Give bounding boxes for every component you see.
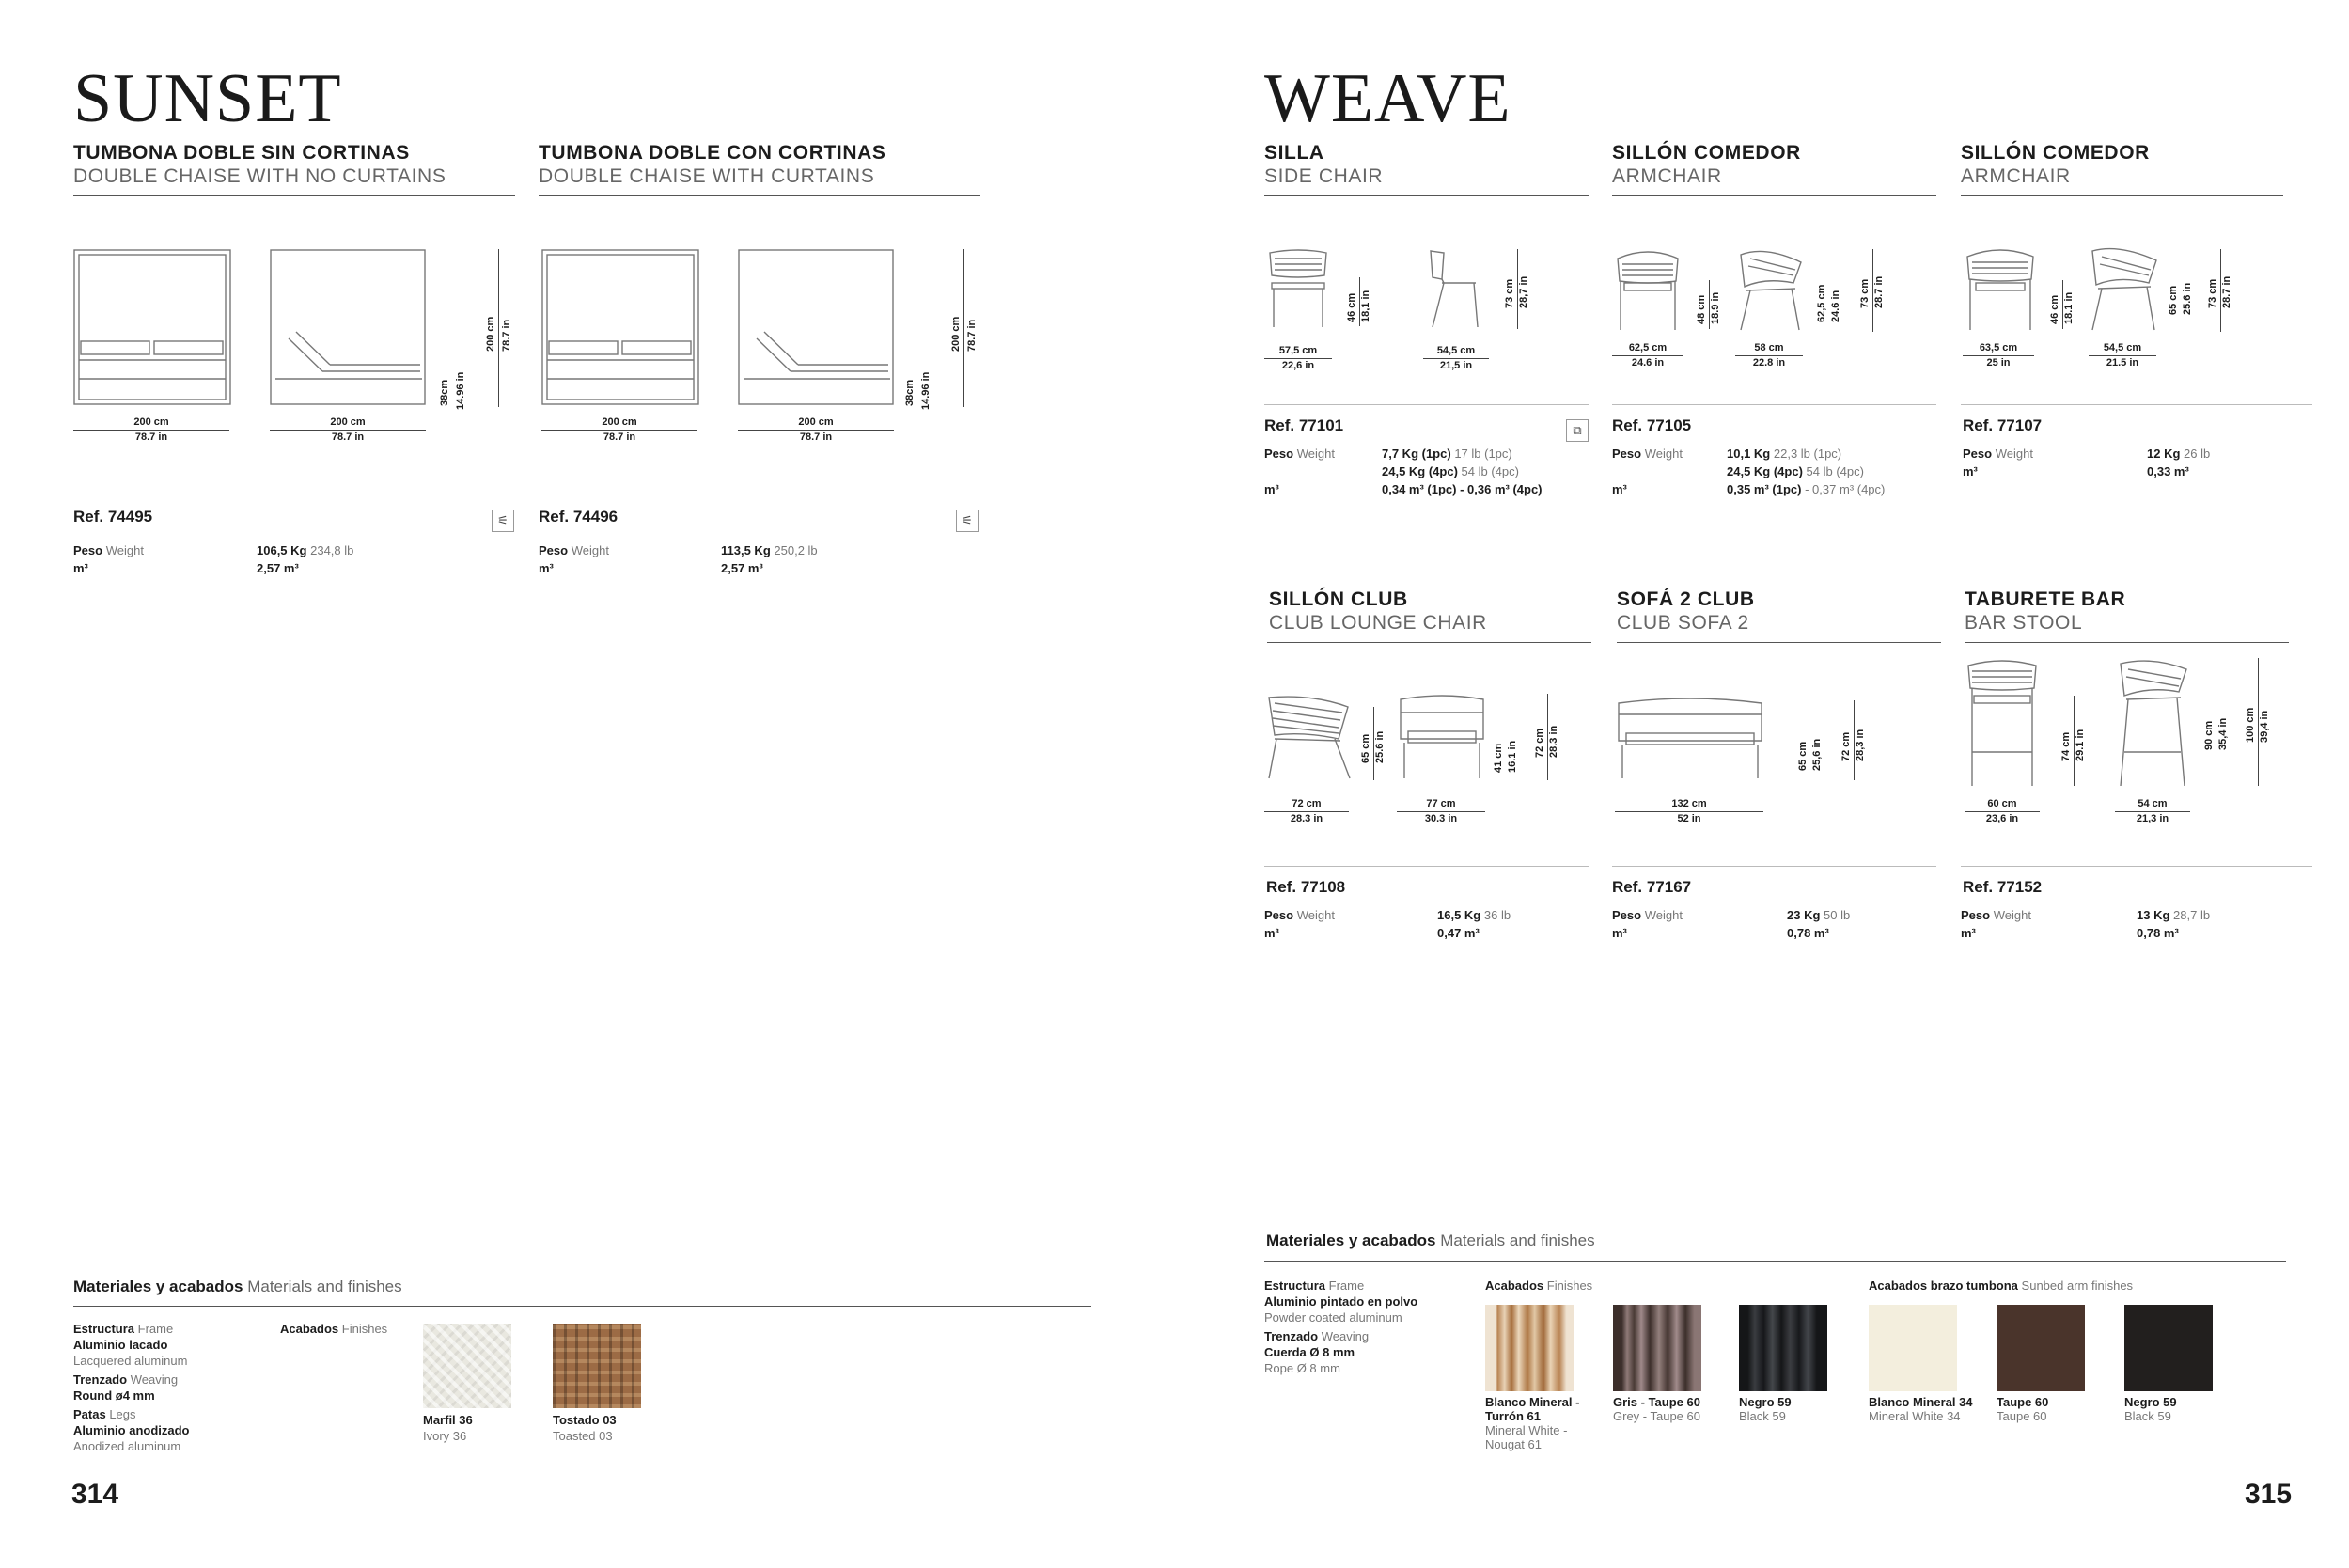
divider: [1612, 866, 1936, 867]
vertical-dim: 28.3 in: [1548, 725, 1559, 758]
divider: [1961, 404, 2312, 405]
product-title: SOFÁ 2 CLUB: [1617, 588, 1755, 610]
weight-value: 7,7 Kg (1pc) 17 lb (1pc): [1382, 447, 1512, 461]
swatch[interactable]: Gris - Taupe 60 Grey - Taupe 60: [1613, 1305, 1701, 1423]
dim-in: 78.7 in: [541, 430, 697, 445]
vertical-dim: 200 cm: [950, 316, 962, 352]
swatch[interactable]: Marfil 36 Ivory 36: [423, 1324, 511, 1444]
weight-label: Peso Weight: [539, 543, 609, 557]
product-ref: Ref. 77152: [1963, 878, 2043, 896]
club-sofa-front-drawing: [1615, 694, 1765, 780]
volume-value: 0,33 m³: [2147, 464, 2189, 478]
armchair-side-drawing: [1737, 249, 1805, 332]
weight-label: Peso Weight: [1612, 908, 1683, 922]
divider: [1267, 642, 1591, 643]
volume-label: m³: [73, 561, 88, 575]
volume-value: 0,34 m³ (1pc) - 0,36 m³ (4pc): [1382, 482, 1543, 496]
dim-in: 78.7 in: [738, 430, 894, 445]
product-subtitle: DOUBLE CHAISE WITH CURTAINS: [539, 165, 875, 187]
vertical-dim: 74 cm: [2060, 731, 2072, 761]
dim-line: [2062, 280, 2063, 329]
daybed-side-drawing: [738, 249, 896, 407]
stackable-icon: ⧉: [1566, 419, 1589, 442]
page-number: 314: [71, 1479, 119, 1510]
dimension-label: 132 cm 52 in: [1615, 797, 1763, 826]
product-subtitle: SIDE CHAIR: [1264, 165, 1384, 187]
daybed-side-drawing: [270, 249, 428, 407]
product-title: SILLÓN COMEDOR: [1961, 142, 2150, 164]
weight-label: Peso Weight: [1612, 447, 1683, 461]
vertical-dim: 48 cm: [1696, 294, 1707, 324]
divider: [539, 195, 980, 196]
dimension-label: 62,5 cm 24.6 in: [1612, 341, 1683, 370]
divider: [1612, 404, 1936, 405]
product-subtitle: DOUBLE CHAISE WITH NO CURTAINS: [73, 165, 446, 187]
dim-cm: 200 cm: [133, 416, 169, 428]
divider: [1961, 195, 2283, 196]
dimension-label: 58 cm 22.8 in: [1735, 341, 1803, 370]
dim-in: 78.7 in: [270, 430, 426, 445]
brand-title-sunset: SUNSET: [73, 60, 342, 137]
dimension-label: [73, 416, 229, 445]
product-header: [1965, 588, 2125, 635]
volume-label: m³: [539, 561, 554, 575]
vertical-dim: 29.1 in: [2075, 729, 2086, 761]
vertical-dim: 38cm: [904, 379, 916, 406]
weight-label: Peso Weight: [1264, 908, 1335, 922]
vertical-dim: 90 cm: [2203, 720, 2215, 750]
vertical-dim: 18.1 in: [2063, 291, 2075, 324]
care-symbol-icon: ⚟: [492, 510, 514, 532]
product-subtitle: CLUB SOFA 2: [1617, 612, 1749, 634]
product-header: [1264, 141, 1383, 188]
weight-value: 13 Kg 28,7 lb: [2137, 908, 2211, 922]
care-symbol-icon: ⚟: [956, 510, 979, 532]
vertical-dim: 73 cm: [2207, 278, 2218, 308]
swatch-chip: [1997, 1305, 2085, 1391]
volume-label: m³: [1961, 926, 1976, 940]
arm-swatch[interactable]: Blanco Mineral 34 Mineral White 34: [1869, 1305, 1973, 1423]
vertical-dim: 25.6 in: [1374, 730, 1386, 763]
materials-heading: Materiales y acabados Materials and finishes: [1266, 1231, 1595, 1249]
dim-line: [1547, 694, 1548, 780]
dim-line: [1709, 280, 1710, 329]
volume-value: 0,78 m³: [2137, 926, 2179, 940]
materials-heading: Materiales y acabados Materials and finishes: [73, 1278, 402, 1295]
product-title: SILLA: [1264, 142, 1324, 164]
weight-value: 12 Kg 26 lb: [2147, 447, 2211, 461]
arm-swatch[interactable]: Taupe 60 Taupe 60: [1997, 1305, 2085, 1423]
weight-value: 24,5 Kg (4pc) 54 lb (4pc): [1382, 464, 1519, 478]
dimension-label: 77 cm 30.3 in: [1397, 797, 1485, 826]
dim-line: [1517, 249, 1518, 329]
swatch-chip: [1485, 1305, 1574, 1391]
product-ref: Ref. 77105: [1612, 416, 1692, 434]
vertical-dim: 16.1 in: [1507, 740, 1518, 773]
product-ref: Ref. 77108: [1266, 878, 1346, 896]
weight-value: 16,5 Kg 36 lb: [1437, 908, 1511, 922]
club-chair-side-drawing: [1265, 694, 1352, 780]
swatch-chip: [2124, 1305, 2213, 1391]
vertical-dim: 38cm: [439, 379, 450, 406]
dim-cm: 200 cm: [330, 416, 366, 428]
divider: [1965, 642, 2289, 643]
weight-label: Peso Weight: [1961, 908, 2031, 922]
dim-line: [1359, 277, 1360, 326]
volume-value: 2,57 m³: [721, 561, 763, 575]
dim-line: [963, 249, 964, 407]
weight-label: Peso Weight: [1963, 447, 2033, 461]
weight-label: Peso Weight: [1264, 447, 1335, 461]
vertical-dim: 24.6 in: [1830, 290, 1841, 322]
product-header: [1617, 588, 1755, 635]
side-chair-side-drawing: [1427, 249, 1483, 329]
armchair-front-drawing: [1615, 249, 1681, 332]
armchair-front-drawing: [1965, 247, 2036, 332]
daybed-front-drawing: [541, 249, 701, 407]
product-ref: Ref. 77167: [1612, 878, 1692, 896]
swatch-chip: [1869, 1305, 1957, 1391]
daybed-front-drawing: [73, 249, 233, 407]
materials-spec: Estructura Frame Aluminio pintado en polvo Powder coated aluminum Trenzado Weaving Cuerda Ø 8 mm Rope Ø 8 mm: [1264, 1278, 1418, 1375]
product-header: [1269, 588, 1487, 635]
dim-line: [2074, 696, 2075, 786]
product-ref: Ref. 74496: [539, 508, 619, 525]
dim-cm: 200 cm: [798, 416, 834, 428]
dim-line: [1872, 249, 1873, 332]
volume-value: 0,47 m³: [1437, 926, 1480, 940]
dimension-label: 54,5 cm 21,5 in: [1423, 344, 1489, 373]
weight-value: 23 Kg 50 lb: [1787, 908, 1851, 922]
weight-value: 106,5 Kg 234,8 lb: [257, 543, 354, 557]
dimension-label: 54,5 cm 21.5 in: [2089, 341, 2156, 370]
product-ref: Ref. 77101: [1264, 416, 1344, 434]
vertical-dim: 39,4 in: [2259, 710, 2270, 743]
product-header: [73, 141, 446, 188]
divider: [1961, 866, 2312, 867]
dimension-label: [270, 416, 426, 445]
divider: [1264, 404, 1589, 405]
vertical-dim: 73 cm: [1859, 278, 1871, 308]
dim-line: [1854, 700, 1855, 780]
swatch-chip: [553, 1324, 641, 1408]
product-subtitle: BAR STOOL: [1965, 612, 2083, 634]
vertical-dim: 18.9 in: [1710, 291, 1721, 324]
arm-swatch[interactable]: Negro 59 Black 59: [2124, 1305, 2213, 1423]
vertical-dim: 35,4 in: [2217, 717, 2229, 750]
product-header: [1961, 141, 2150, 188]
product-ref: Ref. 77107: [1963, 416, 2043, 434]
vertical-dim: 25,6 in: [1811, 738, 1823, 771]
volume-label: m³: [1963, 464, 1978, 478]
arm-finishes-label: Acabados brazo tumbona Sunbed arm finishes: [1869, 1278, 2134, 1293]
dim-cm: 200 cm: [602, 416, 637, 428]
vertical-dim: 46 cm: [2049, 294, 2060, 324]
dimension-label: 63,5 cm 25 in: [1963, 341, 2034, 370]
product-subtitle: CLUB LOUNGE CHAIR: [1269, 612, 1487, 634]
vertical-dim: 28,7 in: [1518, 275, 1529, 308]
vertical-dim: 78.7 in: [966, 319, 978, 352]
weight-value: 10,1 Kg 22,3 lb (1pc): [1727, 447, 1842, 461]
materials-spec: Estructura Frame Aluminio lacado Lacquered aluminum Trenzado Weaving Round ø4 mm Patas Legs Aluminio anodizado Anodized aluminum: [73, 1322, 190, 1453]
product-ref: Ref. 74495: [73, 508, 153, 525]
club-chair-front-drawing: [1397, 694, 1487, 780]
volume-label: m³: [1612, 482, 1627, 496]
product-title: SILLÓN CLUB: [1269, 588, 1408, 610]
vertical-dim: 200 cm: [485, 316, 496, 352]
divider: [1264, 195, 1589, 196]
dimension-label: 54 cm 21,3 in: [2115, 797, 2190, 826]
dim-line: [2220, 249, 2221, 332]
vertical-dim: 28,3 in: [1855, 729, 1866, 761]
volume-value: 0,35 m³ (1pc) - 0,37 m³ (4pc): [1727, 482, 1886, 496]
volume-label: m³: [1264, 482, 1279, 496]
vertical-dim: 41 cm: [1493, 743, 1504, 773]
dimension-label: 57,5 cm 22,6 in: [1264, 344, 1332, 373]
vertical-dim: 14.96 in: [920, 371, 932, 410]
side-chair-front-drawing: [1267, 249, 1329, 329]
swatch[interactable]: Tostado 03 Toasted 03: [553, 1324, 641, 1444]
vertical-dim: 78.7 in: [501, 319, 512, 352]
vertical-dim: 72 cm: [1840, 731, 1852, 761]
vertical-dim: 28.7 in: [2221, 275, 2232, 308]
dimension-label: 60 cm 23,6 in: [1965, 797, 2040, 826]
divider: [1612, 195, 1936, 196]
vertical-dim: 65 cm: [1797, 741, 1809, 771]
vertical-dim: 28.7 in: [1873, 275, 1885, 308]
product-title: SILLÓN COMEDOR: [1612, 142, 1801, 164]
vertical-dim: 65 cm: [2168, 285, 2179, 315]
dim-line: [498, 249, 499, 407]
dim-line: [2258, 658, 2259, 786]
volume-value: 2,57 m³: [257, 561, 299, 575]
bar-stool-side-drawing: [2115, 658, 2190, 788]
weight-value: 113,5 Kg 250,2 lb: [721, 543, 818, 557]
bar-stool-front-drawing: [1965, 658, 2040, 788]
vertical-dim: 62,5 cm: [1816, 284, 1827, 322]
divider: [73, 195, 515, 196]
product-title: TABURETE BAR: [1965, 588, 2126, 610]
divider: [1617, 642, 1941, 643]
volume-label: m³: [1264, 926, 1279, 940]
swatch[interactable]: Blanco Mineral - Turrón 61 Mineral White - Nougat 61: [1485, 1305, 1579, 1451]
vertical-dim: 14.96 in: [455, 371, 466, 410]
dim-line: [1373, 707, 1374, 780]
vertical-dim: 100 cm: [2245, 707, 2256, 743]
dim-in: 78.7 in: [73, 430, 229, 445]
product-header: [1612, 141, 1801, 188]
product-title: TUMBONA DOBLE CON CORTINAS: [539, 142, 886, 164]
product-subtitle: ARMCHAIR: [1612, 165, 1722, 187]
dimension-label: [541, 416, 697, 445]
dimension-label: [738, 416, 894, 445]
vertical-dim: 72 cm: [1534, 728, 1545, 758]
swatch-chip: [1739, 1305, 1827, 1391]
product-title: TUMBONA DOBLE SIN CORTINAS: [73, 142, 410, 164]
weight-label: Peso Weight: [73, 543, 144, 557]
vertical-dim: 46 cm: [1346, 292, 1357, 322]
divider: [73, 1306, 1091, 1307]
swatch-chip: [1613, 1305, 1701, 1391]
weight-value: 24,5 Kg (4pc) 54 lb (4pc): [1727, 464, 1864, 478]
brand-title-weave: WEAVE: [1264, 60, 1511, 137]
dimension-label: 72 cm 28.3 in: [1264, 797, 1349, 826]
product-header: [539, 141, 885, 188]
volume-value: 0,78 m³: [1787, 926, 1829, 940]
vertical-dim: 73 cm: [1504, 278, 1515, 308]
finishes-label: Acabados Finishes: [1485, 1278, 1593, 1293]
swatch-chip: [423, 1324, 511, 1408]
armchair-side-drawing: [2089, 247, 2160, 332]
swatch[interactable]: Negro 59 Black 59: [1739, 1305, 1827, 1423]
finishes-label: Acabados Finishes: [280, 1322, 388, 1336]
product-subtitle: ARMCHAIR: [1961, 165, 2071, 187]
vertical-dim: 25.6 in: [2182, 282, 2193, 315]
volume-label: m³: [1612, 926, 1627, 940]
vertical-dim: 18,1 in: [1360, 290, 1371, 322]
vertical-dim: 65 cm: [1360, 733, 1371, 763]
divider: [1264, 1261, 2286, 1262]
divider: [1264, 866, 1589, 867]
page-number: 315: [2245, 1479, 2293, 1510]
